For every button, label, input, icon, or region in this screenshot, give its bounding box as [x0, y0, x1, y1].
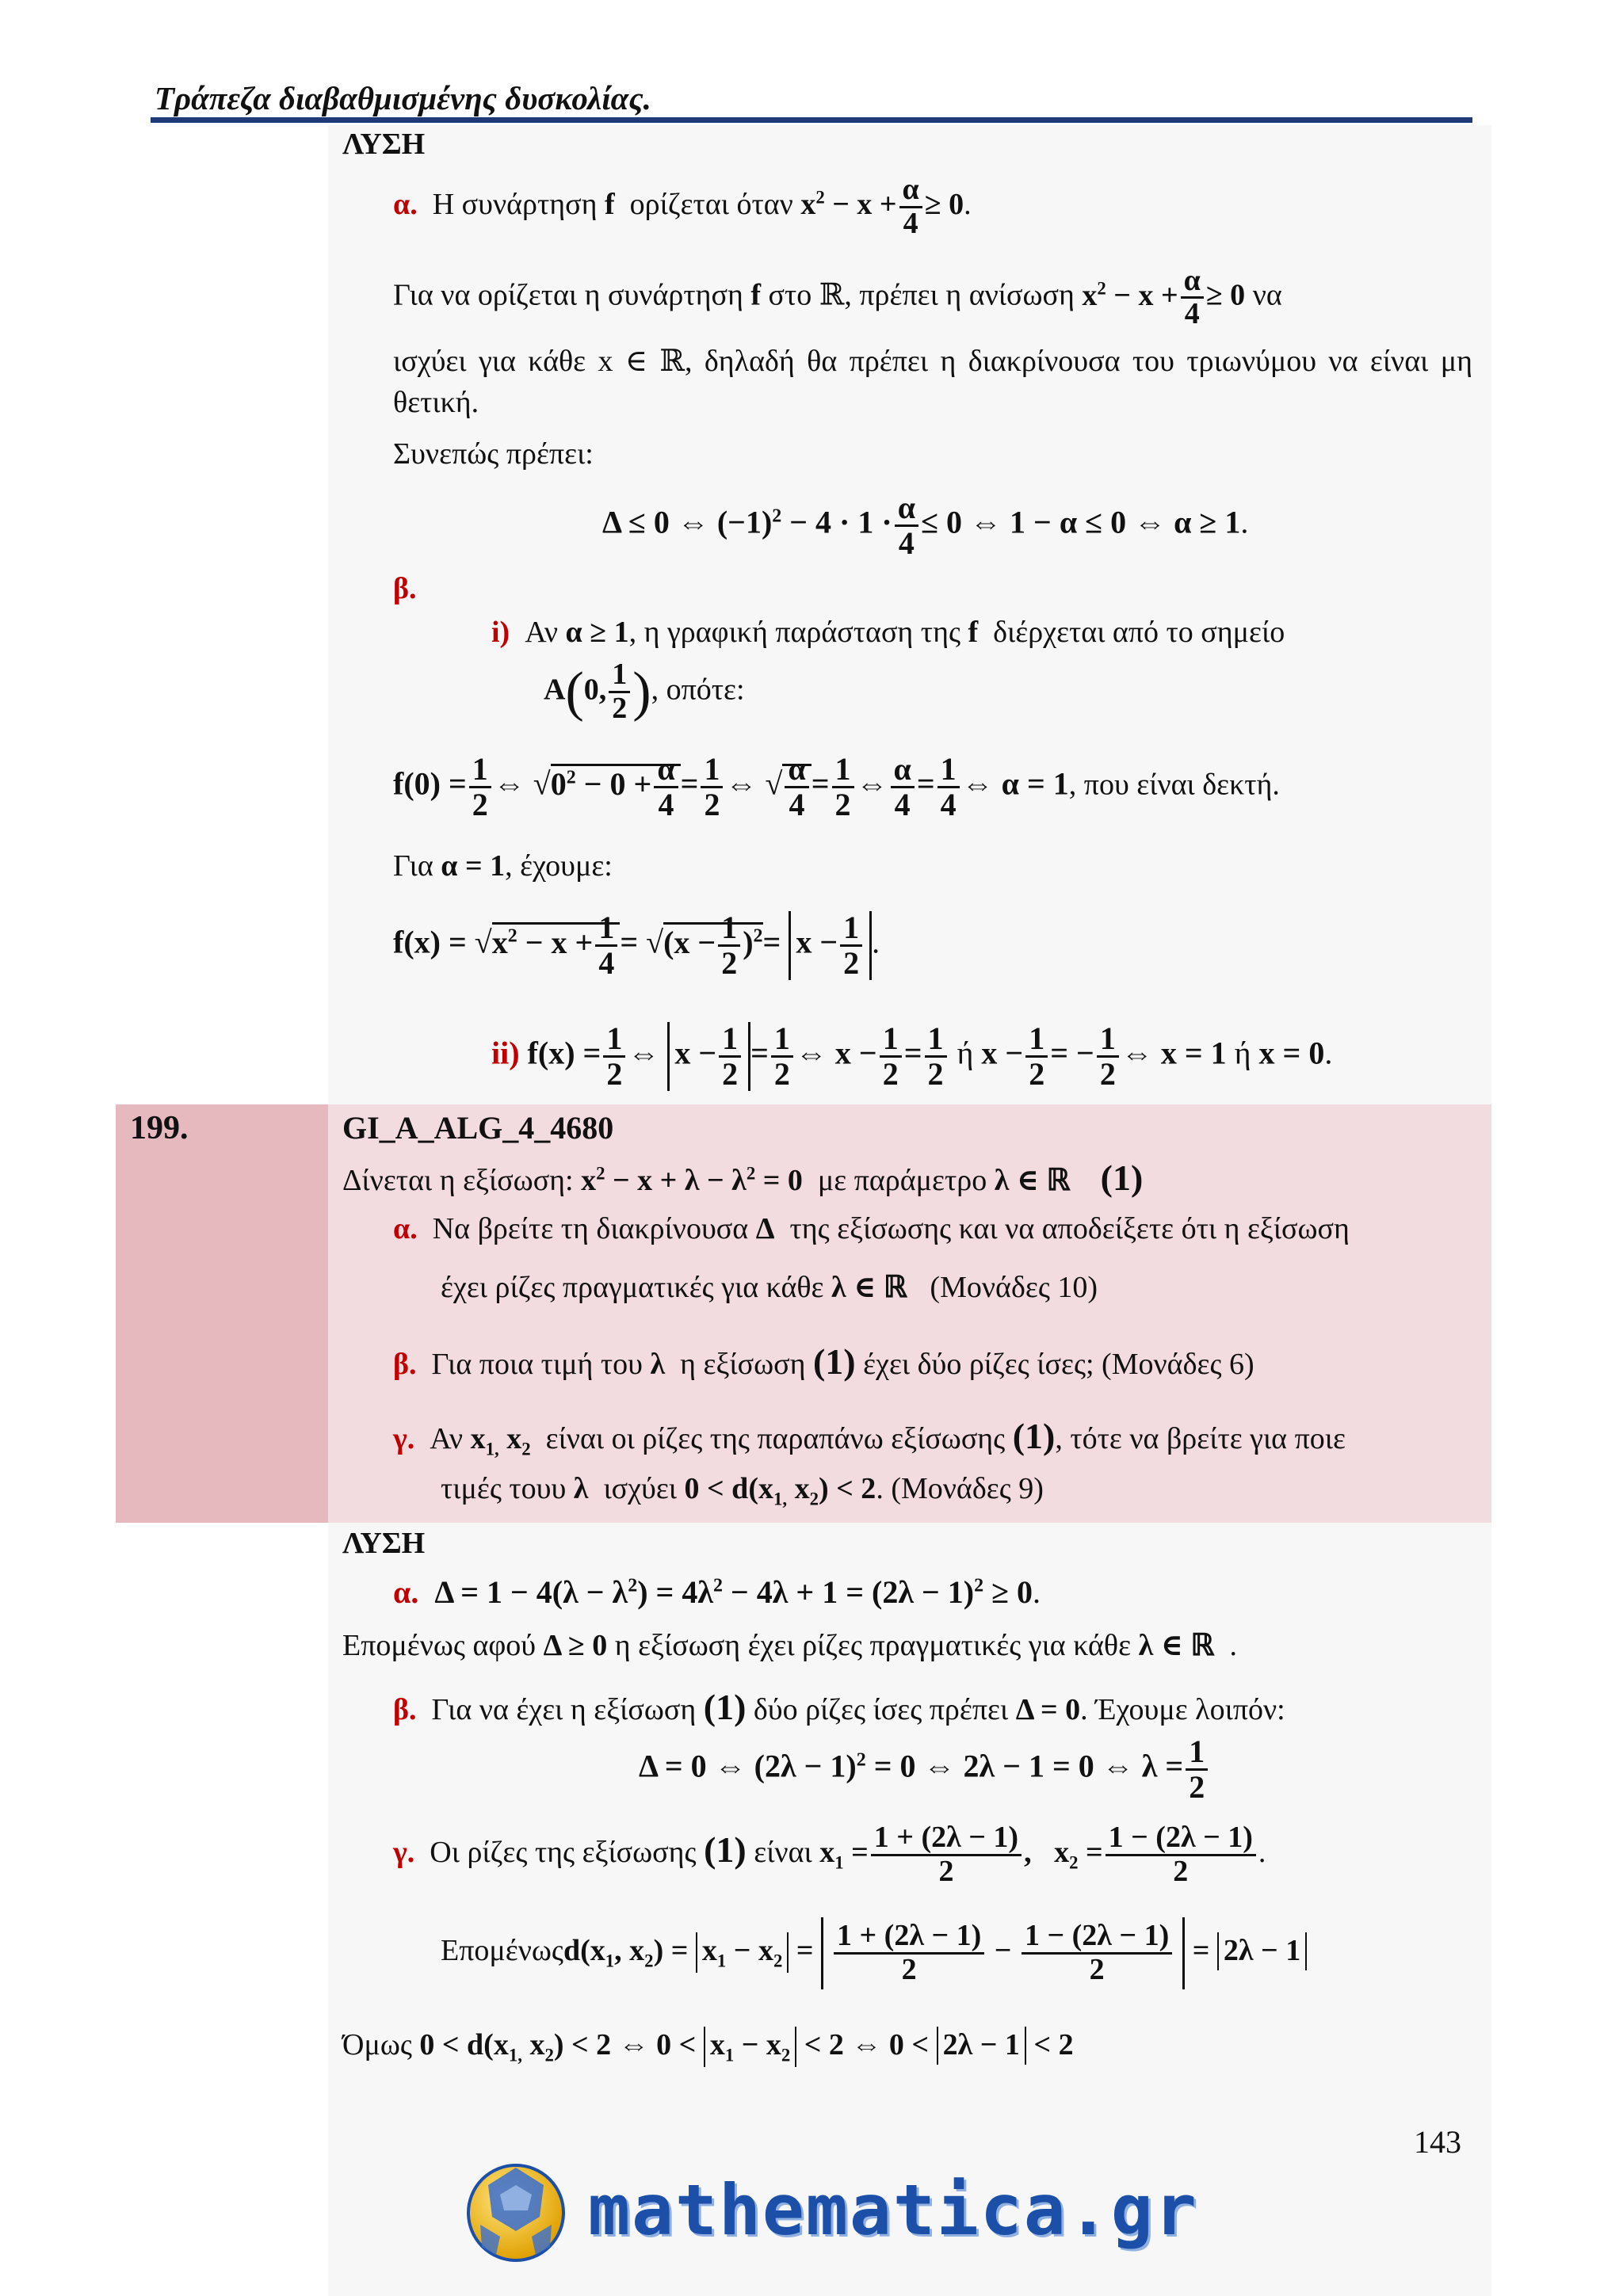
solution2-however-line: Όμως $0 < d(x_{1,}$ $x_2) < 2$ ⇔ $0 < x_1 - x_2 < 2$ ⇔ 0 < 2λ − 1 < 2: [342, 2027, 1074, 2067]
page-header-title: Τράπεζα διαβαθμισμένης δυσκολίας.: [155, 80, 651, 116]
item-i-line: i) Αν α ≥ 1, η γραφική παράσταση της f διέρχεται από το σημείο: [491, 616, 1285, 649]
solution-heading: ΛΥΣΗ: [342, 128, 426, 161]
exercise-a-line2: έχει ρίζες πραγματικές για κάθε λ ∈ ℝ (Μονάδες 10): [441, 1271, 1098, 1304]
exercise-number: 199.: [130, 1110, 189, 1146]
solution2-b-line: β. Για να έχει η εξίσωση (1) δύο ρίζες ίσες πρέπει Δ = 0. Έχουμε λοιπόν:: [393, 1687, 1285, 1727]
exercise-code: GI_A_ALG_4_4680: [342, 1110, 614, 1146]
therefore-text: Συνεπώς πρέπει:: [393, 437, 594, 471]
solution2-c-line: γ. Οι ρίζες της εξίσωσης (1) είναι $x_1$ = $\frac{1 + (2\lambda - 1)}{2}$ , $x_2$ = $\frac{1 - (2\lambda - 1)}{2}$ .: [393, 1821, 1266, 1888]
for-a1-line: Για α = 1, έχουμε:: [393, 849, 613, 883]
solution2-therefore: Επομένως αφού Δ ≥ 0 η εξίσωση έχει ρίζες πραγματικές για κάθε λ ∈ ℝ .: [342, 1629, 1237, 1662]
logo-text[interactable]: mathematica.gr: [588, 2169, 1198, 2251]
point-a-line: A(0, $\frac{1}{2}$ ), οπότε:: [544, 658, 745, 726]
solution2-b-equation: Δ = 0 ⇔ $(2\lambda - 1)^2 = 0$ ⇔ 2λ − 1 = 0 ⇔ λ = $\frac{1}{2}$: [639, 1735, 1210, 1804]
item-ii-equation: ii) f(x) = $\frac{1}{2}$ ⇔ x − $\frac{1}{2}$ = $\frac{1}{2}$ ⇔ x − $\frac{1}{2}$ = $\frac{1}{2}$ ή x − $\frac{1}{2}$ = − $\frac{1}{2}$ ⇔ x = 1 ή x = 0.: [491, 1020, 1333, 1092]
exercise-b-line: β. Για ποια τιμή του λ η εξίσωση (1) έχει δύο ρίζες ίσες; (Μονάδες 6): [393, 1341, 1254, 1382]
solution-a-line: α. Η συνάρτηση f ορίζεται όταν $x^2 - x$ + $\frac{\alpha}{4}$ ≥ 0.: [393, 173, 972, 240]
page-number: 143: [1414, 2124, 1461, 2160]
solution2-distance-line: $E\pi o\mu έ\nu\omega\varsigma d(x_1$, $x_2) = x_1 - x_2$ = $\frac{1 + (2\lambda - 1)}{2}$ − $\frac{1 - (2\lambda - 1)}{2}$ = 2λ − 1: [441, 1917, 1307, 1989]
paragraph-defined: Για να ορίζεται η συνάρτηση f στο ℝ, πρέπει η ανίσωση $x^2 - x$ + $\frac{\alpha}{4}$ ≥ 0 να: [393, 263, 1282, 331]
header-rule: [151, 117, 1472, 123]
solution2-a-equation: α. $\Delta = 1 - 4(\lambda - \lambda^2) = 4\lambda^2 - 4\lambda + 1 = (2\lambda - 1)^2 \ge 0$.: [393, 1574, 1041, 1610]
item-b-label: β.: [393, 572, 417, 605]
exercise-c-line1: γ. Αν $x_{1,}$ $x_2$ είναι οι ρίζες της παραπάνω εξίσωσης (1), τότε να βρείτε για ποιε: [393, 1416, 1346, 1459]
exercise-intro: Δίνεται η εξίσωση: $x^2 - x + \lambda - \lambda^2 = 0$ με παράμετρο λ ∈ ℝ (1): [342, 1158, 1144, 1198]
paragraph-discriminant: ισχύει για κάθε x ∈ ℝ, δηλαδή θα πρέπει η διακρίνουσα του τριωνύμου να είναι μη θετική.: [393, 345, 1472, 419]
discriminant-condition: Δ ≤ 0 ⇔ $(-1)^2 - 4 \cdot 1$ · $\frac{\alpha}{4}$ ≤ 0 ⇔ 1 − α ≤ 0 ⇔ α ≥ 1.: [602, 490, 1249, 561]
exercise-a-line1: α. Να βρείτε τη διακρίνουσα Δ της εξίσωσης και να αποδείξετε ότι η εξίσωση: [393, 1212, 1350, 1245]
exercise-number-column: [116, 1104, 328, 1523]
fx-formula: $f(x) = √x^2 - x$ + $\frac{1}{4}$ = √(x − $\frac{1}{2}$ )$^2$= x − $\frac{1}{2}$ .: [393, 910, 880, 981]
solution2-heading: ΛΥΣΗ: [342, 1527, 426, 1560]
exercise-c-line2: τιμές τουυ λ ισχύει $0 < d(x_{1,}$ $x_2) < 2$. (Μονάδες 9): [441, 1472, 1044, 1509]
f0-equation: f(0) = $\frac{1}{2}$ ⇔ $√0^2 - 0$ + $\frac{\alpha}{4}$ = $\frac{1}{2}$ ⇔ √ $\frac{\alpha}{4}$ = $\frac{1}{2}$ ⇔ $\frac{\alpha}{4}$ = $\frac{1}{4}$ ⇔ α = 1, που είναι δεκτή.: [393, 751, 1280, 822]
polyhedron-ball-icon: [464, 2161, 567, 2264]
item-label: α.: [393, 188, 418, 222]
